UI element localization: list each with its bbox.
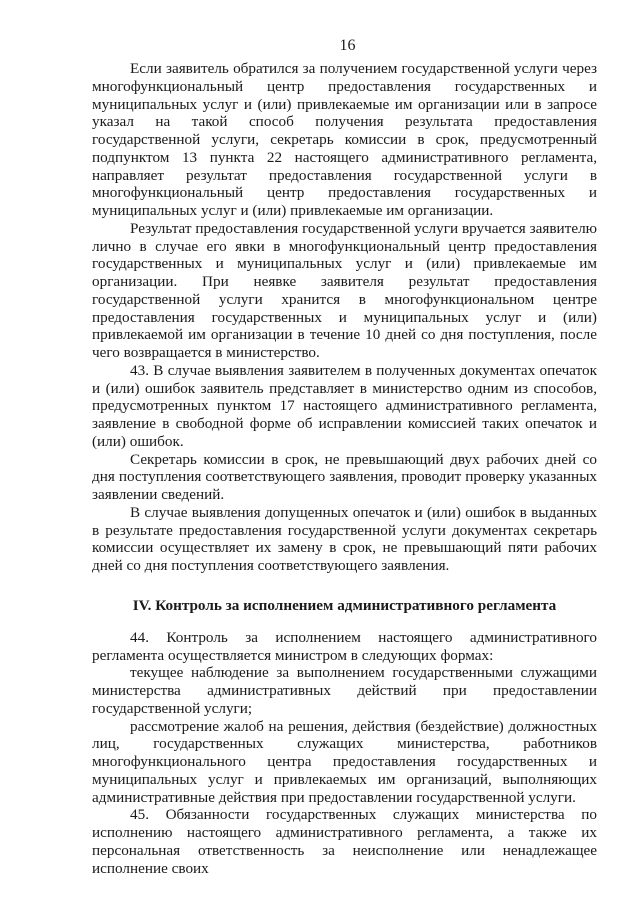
paragraph-secretary-check: Секретарь комиссии в срок, не превышающий двух рабочих дней со дня поступления соответствующего заявления, проводит проверку указанных заявлении сведений. <box>92 450 597 503</box>
paragraph-current-monitoring: текущее наблюдение за выполнением государственными служащими министерства административных действий при предоставлении государственной услуги; <box>92 664 597 717</box>
paragraph-result-delivery: Результат предоставления государственной услуги вручается заявителю лично в случае его явки в многофункциональный центр предоставления государственных и муниципальных услуг и (или) привлекаемые им организации. При неявке заявителя результат предоставления государственной услуги хранится в многофункциональном центре предоставления государственных и муниципальных услуг и (или) привлекаемой им организации в течение 10 дней со дня поступления, после чего возвращается в министерство. <box>92 219 597 361</box>
page-number: 16 <box>339 37 356 54</box>
paragraph-replacement: В случае выявления допущенных опечаток и (или) ошибок в выданных в результате предоставления государственной услуги документах секретарь комиссии осуществляет их замену в срок, не превышающий пяти рабочих дней со дня поступления соответствующего заявления. <box>92 503 597 574</box>
section-heading: IV. Контроль за исполнением административного регламента <box>132 596 557 614</box>
paragraph-complaints: рассмотрение жалоб на решения, действия (бездействие) должностных лиц, государственных служащих министерства, работников многофункционального центра предоставления государственных и муниципальных услуг и привлекаемых им организаций, выполняющих административные действия при предоставлении государственной услуги. <box>92 717 597 806</box>
paragraph-44-control: 44. Контроль за исполнением настоящего административного регламента осуществляется министром в следующих формах: <box>92 628 597 664</box>
paragraph-mfc-request: Если заявитель обратился за получением государственной услуги через многофункциональный центр предоставления государственных и муниципальных услуг и (или) привлекаемые им организации или в запросе указал на такой способ получения результата предоставления государственной услуги, секретарь комиссии в срок, предусмотренный подпунктом 13 пункта 22 настоящего административного регламента, направляет результат предоставления государственной услуги в многофункциональный центр предоставления государственных и муниципальных услуг и (или) привлекаемые им организации. <box>92 60 597 219</box>
paragraph-43-errors: 43. В случае выявления заявителем в полученных документах опечаток и (или) ошибок заявитель представляет в министерство одним из способов, предусмотренных пунктом 17 настоящего административного регламента, заявление в свободной форме об исправлении комиссией таких опечаток и (или) ошибок. <box>92 361 597 450</box>
paragraph-45-duties: 45. Обязанности государственных служащих министерства по исполнению настоящего административного регламента, а также их персональная ответственность за неисполнение или ненадлежащее исполнение своих <box>92 806 597 877</box>
document-page <box>92 36 597 877</box>
